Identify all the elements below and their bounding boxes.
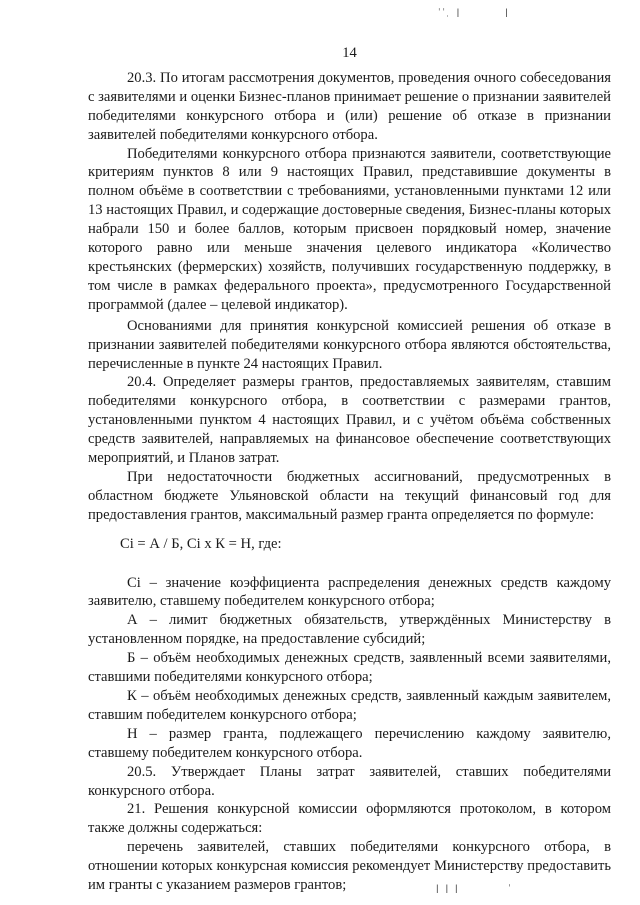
page-number: 14	[342, 45, 357, 61]
paragraph-refusal-grounds: Основаниями для принятия конкурсной комиссией решения об отказе в признании заявителей победителями конкурсного отбора являются обстоятельства, перечисленные в пункте 24 настоящих Правил.	[88, 317, 611, 372]
paragraph-20-5: 20.5. Утверждает Планы затрат заявителей, ставших победителями конкурсного отбора.	[88, 763, 611, 799]
document-page	[88, 44, 611, 895]
paragraph-winners: Победителями конкурсного отбора признаются заявители, соответствующие критериям пунктов 8 или 9 настоящих Правил, представившие документы в полном объёме в соответствии с требованиями, установленными пунктами 12 или 13 настоящих Правил, и содержащие достоверные сведения, Бизнес-планы которых набрали 150 и более баллов, которым присвоен порядковый номер, значение которого равно или меньше значения целевого индикатора «Количество крестьянских (фермерских) хозяйств, получивших государственную поддержку, в том числе в рамках федерального проекта», предусмотренного Государственной программой (далее – целевой индикатор).	[88, 145, 611, 313]
formula: Ci = А / Б, Ci х К = Н, где:	[120, 535, 282, 552]
paragraph-21: 21. Решения конкурсной комиссии оформляются протоколом, в котором также должны содержаться:	[88, 801, 611, 837]
definition-k: К – объём необходимых денежных средств, заявленный каждым заявителем, ставшим победителем конкурсного отбора;	[88, 688, 611, 723]
paragraph-20-4: 20.4. Определяет размеры грантов, предоставляемых заявителям, ставшим победителями конкурсного отбора, в соответствии с размерами грантов, установленными пунктом 4 настоящих Правил, и с учётом объёма собственных средств заявителей, направляемых на финансовое обеспечение соответствующих мероприятий, и Планов затрат.	[88, 374, 611, 467]
definition-ci: Ci – значение коэффициента распределения денежных средств каждому заявителю, ставшему победителем конкурсного отбора;	[88, 574, 611, 610]
scan-artifact-bottom: ǀ ǀ ǀ ˈ	[436, 884, 513, 894]
definition-b: Б – объём необходимых денежных средств, заявленный всеми заявителями, ставшими победителями конкурсного отбора;	[88, 650, 611, 686]
scan-artifact-top: ˈˈ ̣ ǀ ǀ	[438, 8, 510, 18]
definition-n: Н – размер гранта, подлежащего перечислению каждому заявителю, ставшему победителем конкурсного отбора.	[88, 725, 611, 761]
paragraph-20-3: 20.3. По итогам рассмотрения документов, проведения очного собеседования с заявителями и оценки Бизнес-планов принимает решение о признании заявителей победителями конкурсного отбора и (или) решение об отказе в признании заявителей победителями конкурсного отбора.	[88, 69, 611, 143]
paragraph-winners-list: перечень заявителей, ставших победителями конкурсного отбора, в отношении которых конкурсная комиссия рекомендует Министерству предоставить им гранты с указанием размеров грантов;	[88, 839, 611, 894]
paragraph-insufficiency: При недостаточности бюджетных ассигнований, предусмотренных в областном бюджете Ульяновской области на текущий финансовый год для предоставления грантов, максимальный размер гранта определяется по формуле:	[88, 468, 611, 523]
definition-a: А – лимит бюджетных обязательств, утверждённых Министерству в установленном порядке, на предоставление субсидий;	[88, 612, 611, 648]
